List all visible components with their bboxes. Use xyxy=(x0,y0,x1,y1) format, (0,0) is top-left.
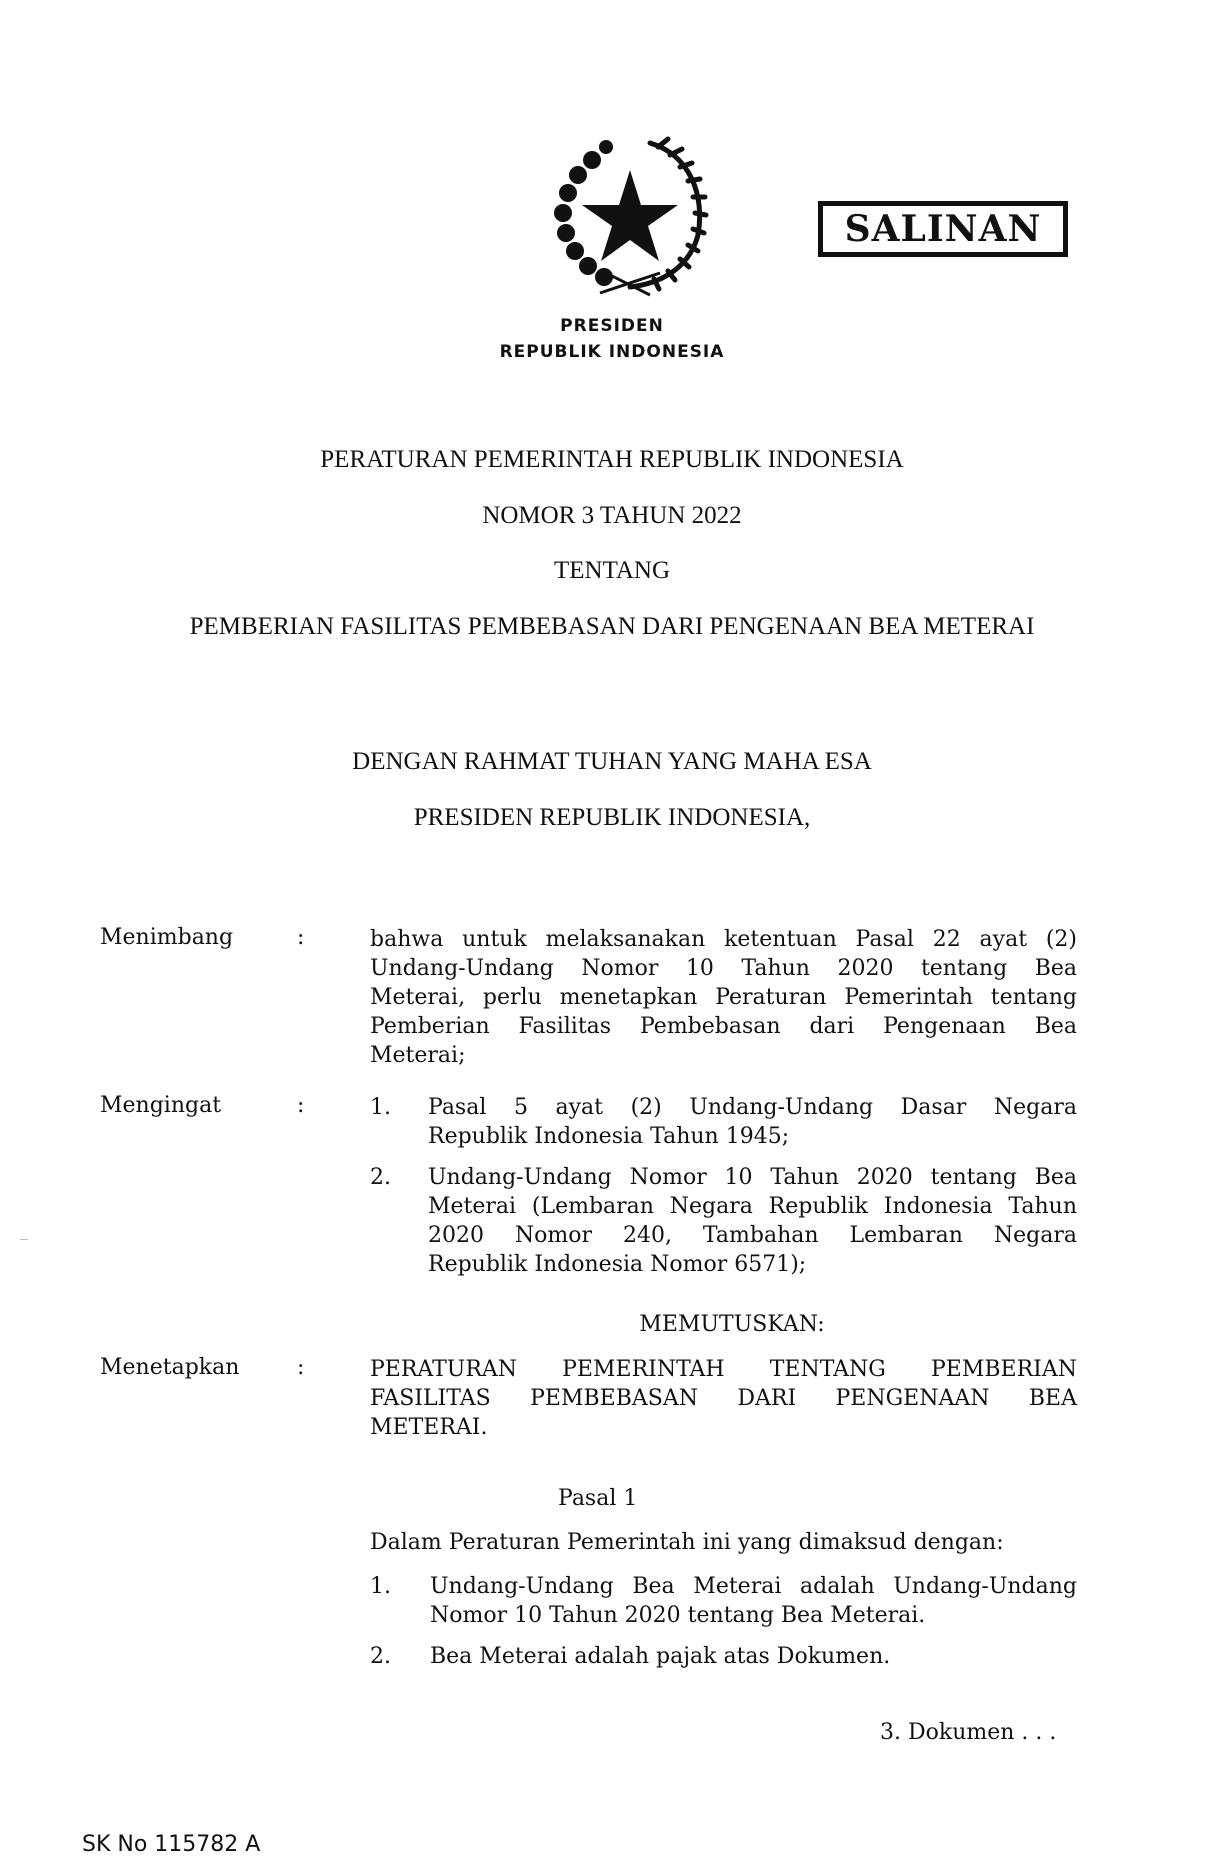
title-line-3: TENTANG xyxy=(553,557,671,584)
pasal-1-intro: Dalam Peraturan Pemerintah ini yang dimaksud dengan: xyxy=(370,1530,1004,1555)
menimbang-line: Undang-Undang Nomor 10 Tahun 2020 tentang Bea xyxy=(370,956,1077,981)
menimbang-line: Meterai, perlu menetapkan Peraturan Pemerintah tentang xyxy=(370,985,1077,1010)
menimbang-line: Meterai; xyxy=(370,1043,466,1068)
item-line: Meterai (Lembaran Negara Republik Indonesia Tahun xyxy=(428,1194,1077,1219)
menetapkan-line: FASILITAS PEMBEBASAN DARI PENGENAAN BEA xyxy=(370,1386,1077,1411)
item-line: Undang-Undang Nomor 10 Tahun 2020 tentang Bea xyxy=(428,1165,1077,1190)
menimbang-colon: : xyxy=(297,925,305,950)
page-continuation: 3. Dokumen . . . xyxy=(880,1720,1057,1745)
item-number: 1. xyxy=(370,1095,391,1120)
item-number: 2. xyxy=(370,1644,391,1669)
title-line-4: PEMBERIAN FASILITAS PEMBEBASAN DARI PENGENAAN BEA METERAI xyxy=(189,613,1035,640)
mengingat-colon: : xyxy=(297,1093,305,1118)
menetapkan-line: METERAI. xyxy=(370,1415,488,1440)
menimbang-label: Menimbang xyxy=(100,925,234,950)
scan-speck xyxy=(20,1239,28,1240)
mengingat-label: Mengingat xyxy=(100,1093,222,1118)
memutuskan-heading: MEMUTUSKAN: xyxy=(639,1312,825,1337)
item-line: Republik Indonesia Nomor 6571); xyxy=(428,1252,807,1277)
preamble-line-2: PRESIDEN REPUBLIK INDONESIA, xyxy=(413,804,811,831)
item-line: Bea Meterai adalah pajak atas Dokumen. xyxy=(430,1644,891,1669)
menetapkan-colon: : xyxy=(297,1355,305,1380)
menimbang-line: bahwa untuk melaksanakan ketentuan Pasal 22 ayat (2) xyxy=(370,927,1077,952)
item-number: 2. xyxy=(370,1165,391,1190)
title-line-1: PERATURAN PEMERINTAH REPUBLIK INDONESIA xyxy=(320,446,904,473)
menetapkan-label: Menetapkan xyxy=(100,1355,240,1380)
preamble-line-1: DENGAN RAHMAT TUHAN YANG MAHA ESA xyxy=(352,748,872,775)
institution-line-1: PRESIDEN xyxy=(560,316,664,336)
item-line: Undang-Undang Bea Meterai adalah Undang-Undang xyxy=(430,1574,1077,1599)
item-line: Nomor 10 Tahun 2020 tentang Bea Meterai. xyxy=(430,1603,926,1628)
item-line: Pasal 5 ayat (2) Undang-Undang Dasar Negara xyxy=(428,1095,1077,1120)
menimbang-line: Pemberian Fasilitas Pembebasan dari Pengenaan Bea xyxy=(370,1014,1077,1039)
pasal-1-heading: Pasal 1 xyxy=(558,1486,638,1511)
menetapkan-line: PERATURAN PEMERINTAH TENTANG PEMBERIAN xyxy=(370,1357,1077,1382)
salinan-stamp: SALINAN xyxy=(818,201,1068,257)
sk-number: SK No 115782 A xyxy=(82,1832,261,1857)
institution-line-2: REPUBLIK INDONESIA xyxy=(499,342,725,362)
garuda-emblem-icon xyxy=(530,125,730,300)
title-line-2: NOMOR 3 TAHUN 2022 xyxy=(482,502,742,529)
item-line: 2020 Nomor 240, Tambahan Lembaran Negara xyxy=(428,1223,1077,1248)
item-number: 1. xyxy=(370,1574,391,1599)
item-line: Republik Indonesia Tahun 1945; xyxy=(428,1124,790,1149)
